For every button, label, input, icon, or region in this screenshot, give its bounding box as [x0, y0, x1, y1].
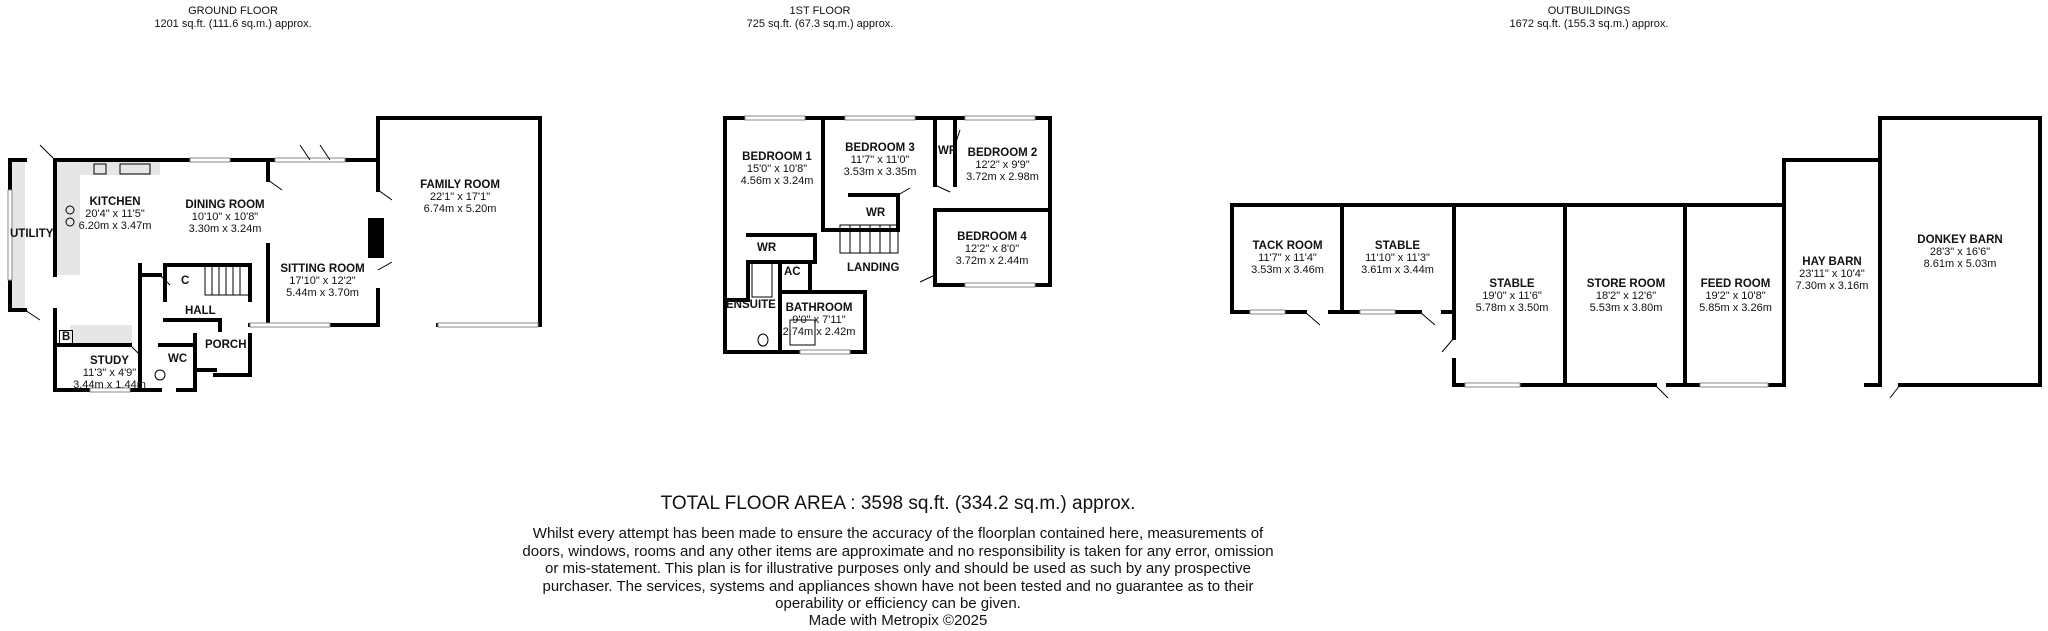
- room-dimensions-imperial: 19'2" x 10'8": [1705, 290, 1766, 302]
- room-dimensions-imperial: 18'2" x 12'6": [1595, 290, 1657, 302]
- room-name: UTILITY: [10, 228, 54, 240]
- shower-icon: [752, 262, 772, 297]
- room-dimensions-metric: 3.53m x 3.35m: [843, 166, 917, 178]
- window-icon: [965, 283, 1035, 287]
- room-cupboard: [181, 275, 189, 287]
- room-airing-cupboard: [784, 266, 801, 278]
- room-dining: [165, 199, 285, 235]
- room-dimensions-metric: 8.61m x 5.03m: [1923, 258, 1997, 270]
- room-name: STABLE: [1374, 240, 1421, 252]
- room-name: DONKEY BARN: [1917, 234, 2003, 246]
- window-icon: [1250, 310, 1285, 314]
- window-icon: [1465, 383, 1520, 387]
- room-name: B: [62, 331, 71, 343]
- ground-floor-plan: [8, 118, 540, 392]
- window-icon: [745, 116, 805, 120]
- room-dimensions-metric: 3.72m x 2.44m: [955, 255, 1029, 267]
- first-floor-title: 1ST FLOOR: [789, 5, 851, 17]
- room-name: SITTING ROOM: [280, 263, 365, 275]
- room-sitting: [270, 263, 375, 299]
- room-name: WC: [168, 353, 188, 365]
- room-study: [62, 355, 157, 391]
- room-bathroom: [774, 302, 864, 338]
- room-bedroom-4: [947, 231, 1037, 267]
- room-name: FEED ROOM: [1700, 278, 1771, 290]
- room-dimensions-metric: 3.53m x 3.46m: [1251, 264, 1324, 276]
- room-dimensions-metric: 2.74m x 2.42m: [782, 326, 856, 338]
- room-bedroom-2: [955, 147, 1050, 183]
- room-name: STORE ROOM: [1586, 278, 1666, 290]
- room-name: LANDING: [847, 262, 900, 274]
- room-dimensions-metric: 3.72m x 2.98m: [966, 171, 1039, 183]
- room-ensuite: [726, 299, 776, 311]
- room-dimensions-metric: 7.30m x 3.16m: [1795, 280, 1869, 292]
- ground-floor-title: GROUND FLOOR: [188, 5, 278, 17]
- made-with-credit: Made with Metropix ©2025: [808, 612, 988, 629]
- room-dimensions-imperial: 9'0" x 7'11": [792, 314, 846, 326]
- room-porch: [205, 339, 247, 351]
- room-name: ENSUITE: [726, 299, 776, 311]
- room-name: TACK ROOM: [1252, 240, 1323, 252]
- window-icon: [190, 158, 230, 162]
- room-donkey-barn: [1900, 234, 2020, 270]
- room-name: AC: [784, 266, 801, 278]
- room-dimensions-imperial: 28'3" x 16'6": [1929, 246, 1991, 258]
- room-dimensions-imperial: 11'7" x 11'4": [1258, 252, 1317, 264]
- room-name: WR: [866, 207, 886, 219]
- window-icon: [845, 116, 915, 120]
- room-store-room: [1572, 278, 1680, 314]
- room-name: HALL: [185, 305, 216, 317]
- room-wardrobe-bed3: [866, 207, 885, 219]
- room-name: BEDROOM 2: [967, 147, 1038, 159]
- room-dimensions-imperial: 23'11" x 10'4": [1799, 268, 1865, 280]
- room-dimensions-imperial: 11'7" x 11'0": [850, 154, 910, 166]
- room-name: FAMILY ROOM: [420, 179, 500, 191]
- room-name: BEDROOM 1: [742, 151, 812, 163]
- room-name: BEDROOM 3: [845, 142, 915, 154]
- room-name: DINING ROOM: [185, 199, 265, 211]
- room-boiler: [59, 330, 73, 344]
- total-floor-area: TOTAL FLOOR AREA : 3598 sq.ft. (334.2 sq.m.) approx.: [660, 493, 1136, 514]
- room-utility: [10, 228, 53, 240]
- room-name: BATHROOM: [785, 302, 853, 314]
- room-name: STUDY: [90, 355, 129, 367]
- room-stable-1: [1345, 240, 1450, 276]
- room-dimensions-metric: 4.56m x 3.24m: [740, 175, 814, 187]
- room-family: [400, 179, 520, 215]
- disclaimer-text: Whilst every attempt has been made to ensure the accuracy of the floorplan contained here, measurements of doors, windows, rooms and any other items are approximate and no responsibility is taken for any error, omission or mis-statement. This plan is for illustrative purposes only and should be used as such by any prospective purchaser. The services, systems and appliances shown have not been tested and no guarantee as to their operability or efficiency can be given.: [522, 525, 1274, 612]
- room-dimensions-imperial: 10'10" x 10'8": [191, 211, 259, 223]
- toilet-icon: [758, 334, 768, 346]
- first-floor-area: 725 sq.ft. (67.3 sq.m.) approx.: [746, 18, 894, 30]
- room-dimensions-metric: 3.61m x 3.44m: [1361, 264, 1434, 276]
- window-icon: [800, 350, 850, 354]
- room-name: PORCH: [205, 339, 247, 351]
- room-dimensions-metric: 5.44m x 3.70m: [286, 287, 359, 299]
- room-bedroom-1: [732, 151, 822, 187]
- utility-door: [40, 145, 55, 160]
- room-name: BEDROOM 4: [957, 231, 1027, 243]
- room-dimensions-imperial: 12'2" x 8'0": [964, 243, 1020, 255]
- room-name: KITCHEN: [89, 196, 141, 208]
- room-dimensions-metric: 5.53m x 3.80m: [1589, 302, 1663, 314]
- room-name: HAY BARN: [1802, 256, 1862, 268]
- room-name: STABLE: [1489, 278, 1535, 290]
- room-landing: [847, 262, 899, 274]
- room-dimensions-imperial: 22'1" x 17'1": [429, 191, 491, 203]
- outbuildings-area: 1672 sq.ft. (155.3 sq.m.) approx.: [1509, 18, 1669, 30]
- room-feed-room: [1688, 278, 1783, 314]
- room-kitchen: [65, 196, 165, 232]
- room-bedroom-3: [830, 142, 930, 178]
- room-dimensions-metric: 6.20m x 3.47m: [78, 220, 152, 232]
- room-dimensions-imperial: 20'4" x 11'5": [85, 208, 145, 220]
- room-dimensions-imperial: 17'10" x 12'2": [289, 275, 356, 287]
- room-dimensions-metric: 5.85m x 3.26m: [1699, 302, 1772, 314]
- outbuildings-title: OUTBUILDINGS: [1547, 5, 1631, 17]
- room-dimensions-imperial: 12'2" x 9'9": [975, 159, 1030, 171]
- room-dimensions-imperial: 11'3" x 4'9": [82, 367, 137, 379]
- room-dimensions-imperial: 15'0" x 10'8": [746, 163, 808, 175]
- window-icon: [1360, 310, 1395, 314]
- room-wc: [168, 353, 187, 365]
- room-wardrobe-bed2: [938, 145, 957, 157]
- ground-staircase: [205, 265, 250, 295]
- room-dimensions-imperial: 19'0" x 11'6": [1482, 290, 1542, 302]
- ground-floor-area: 1201 sq.ft. (111.6 sq.m.) approx.: [154, 18, 312, 30]
- room-tack-room: [1235, 240, 1340, 276]
- room-dimensions-metric: 3.44m x 1.44m: [73, 379, 146, 391]
- room-dimensions-imperial: 11'10" x 11'3": [1365, 252, 1430, 264]
- window-icon: [965, 116, 1035, 120]
- room-name: C: [181, 275, 190, 287]
- window-icon: [438, 323, 538, 327]
- room-name: WR: [757, 242, 777, 254]
- room-hay-barn: [1787, 256, 1877, 292]
- fireplace-icon: [368, 218, 384, 258]
- room-hall: [185, 305, 216, 317]
- room-dimensions-metric: 3.30m x 3.24m: [188, 223, 262, 235]
- room-name: WR: [938, 145, 958, 157]
- window-icon: [1700, 383, 1768, 387]
- room-dimensions-metric: 6.74m x 5.20m: [423, 203, 497, 215]
- window-icon: [250, 323, 330, 327]
- room-stable-2: [1462, 278, 1562, 314]
- room-dimensions-metric: 5.78m x 3.50m: [1475, 302, 1549, 314]
- room-wardrobe-bed1: [757, 242, 776, 254]
